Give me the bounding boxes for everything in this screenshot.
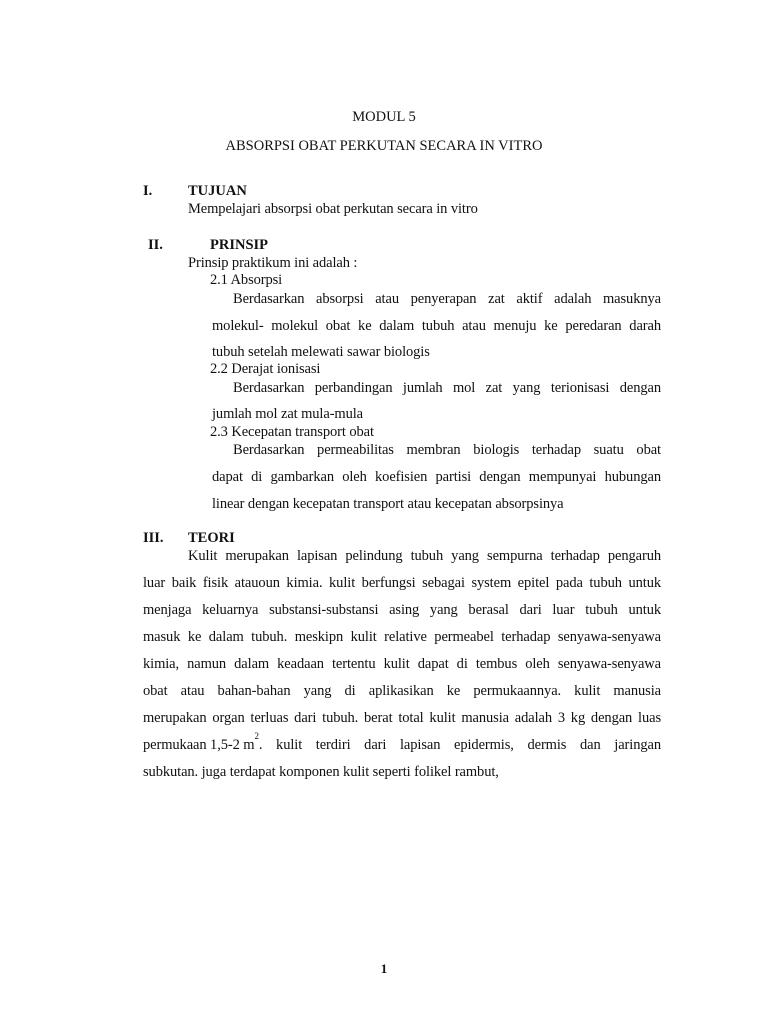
section3-numeral: III.: [143, 530, 164, 546]
section1-numeral: I.: [143, 183, 153, 199]
theory-line: merupakan organ terluas dari tubuh. berat total kulit manusia adalah 3 kg dengan luas: [143, 710, 661, 726]
section1-heading: TUJUAN: [188, 183, 247, 199]
theory-line: luar baik fisik atauoun kimia. kulit berfungsi sebagai system epitel pada tubuh untuk: [143, 575, 661, 591]
section2-numeral: II.: [148, 237, 163, 253]
subsection-2-3-line: linear dengan kecepatan transport atau kecepatan absorpsinya: [212, 496, 564, 512]
theory-line-area: [143, 731, 661, 754]
section2-heading: PRINSIP: [210, 237, 269, 253]
subsection-2-2-label: 2.2 Derajat ionisasi: [210, 361, 321, 377]
theory-line: masuk ke dalam tubuh. meskipn kulit relative permeabel terhadap senyawa-senyawa: [143, 629, 661, 645]
theory-line: obat atau bahan-bahan yang di aplikasikan ke permukaannya. kulit manusia: [143, 683, 661, 699]
module-label: MODUL 5: [352, 109, 416, 125]
section2-intro: Prinsip praktikum ini adalah :: [188, 255, 358, 271]
subsection-2-1-line: Berdasarkan absorpsi atau penyerapan zat aktif adalah masuknya: [233, 291, 661, 307]
theory-line: subkutan. juga terdapat komponen kulit seperti folikel rambut,: [143, 764, 499, 780]
subsection-2-3-line: dapat di gambarkan oleh koefisien partisi dengan mempunyai hubungan: [212, 469, 661, 485]
subsection-2-3-label: 2.3 Kecepatan transport obat: [210, 424, 374, 440]
subsection-2-2-line: jumlah mol zat mula-mula: [212, 406, 364, 422]
theory-line: kimia, namun dalam keadaan tertentu kulit dapat di tembus oleh senyawa-senyawa: [143, 656, 661, 672]
theory-line: menjaga keluarnya substansi-substansi asing yang berasal dari luar tubuh untuk: [143, 602, 661, 618]
subsection-2-1-label: 2.1 Absorpsi: [210, 272, 283, 288]
subsection-2-1-line: molekul- molekul obat ke dalam tubuh atau menuju ke peredaran darah: [212, 318, 661, 334]
subsection-2-2-line: Berdasarkan perbandingan jumlah mol zat yang terionisasi dengan: [233, 380, 661, 396]
theory-line: Kulit merupakan lapisan pelindung tubuh yang sempurna terhadap pengaruh: [188, 548, 661, 564]
superscript-squared: 2: [254, 731, 259, 741]
page-number: 1: [380, 961, 388, 976]
theory-line-area-end: . kulit terdiri dari lapisan epidermis, dermis dan jaringan: [258, 737, 661, 753]
section3-heading: TEORI: [188, 530, 235, 546]
subsection-2-3-line: Berdasarkan permeabilitas membran biologis terhadap suatu obat: [233, 442, 661, 458]
subsection-2-1-line: tubuh setelah melewati sawar biologis: [212, 344, 430, 360]
section1-text: Mempelajari absorpsi obat perkutan secara in vitro: [188, 201, 478, 217]
theory-line-area-start: permukaan 1,5-2 m: [143, 737, 255, 753]
document-title: ABSORPSI OBAT PERKUTAN SECARA IN VITRO: [225, 138, 543, 154]
